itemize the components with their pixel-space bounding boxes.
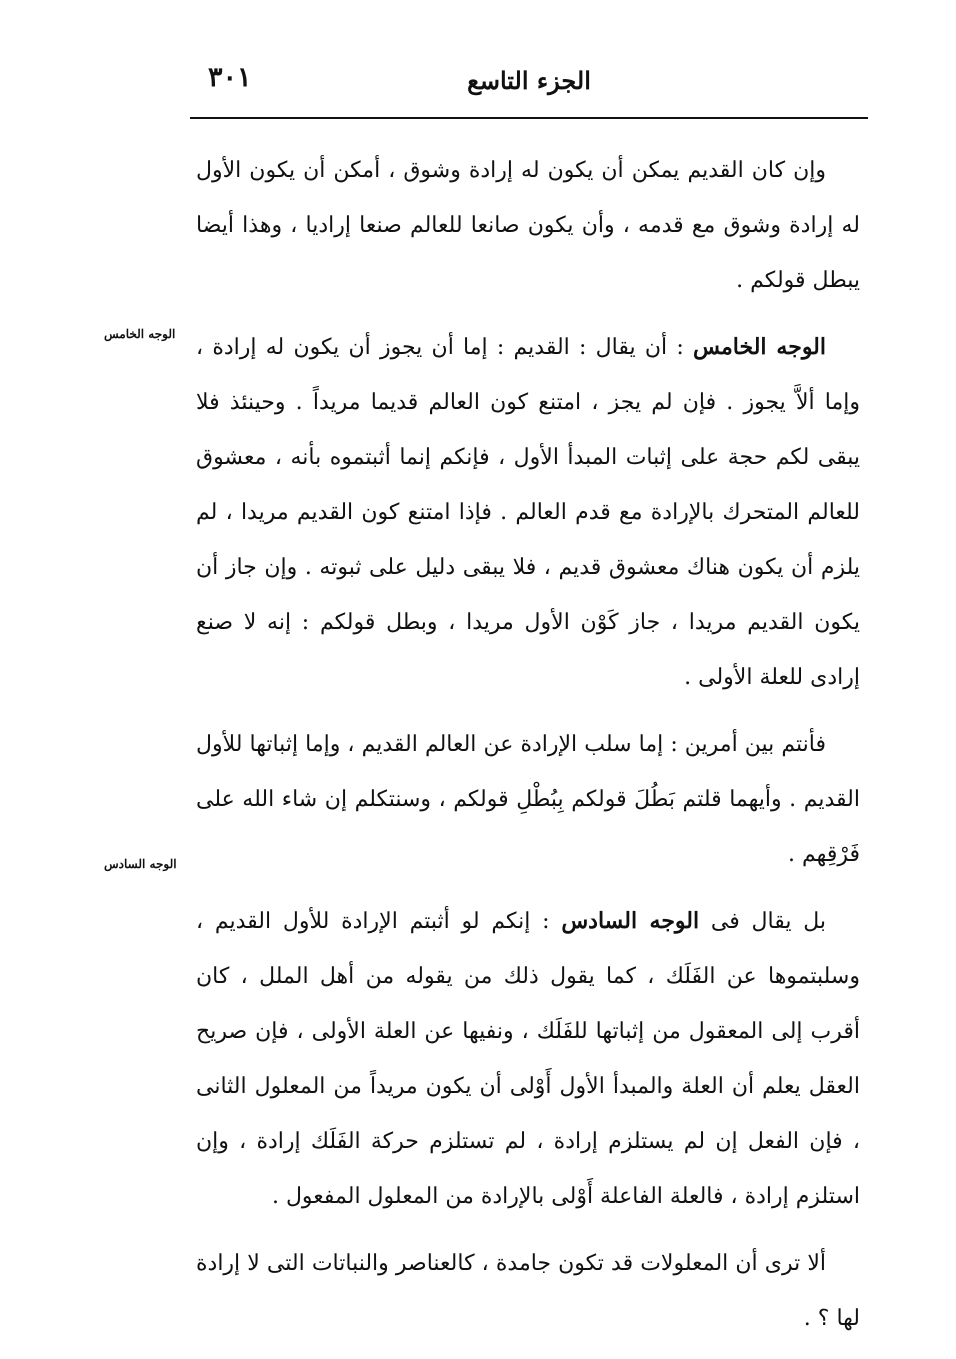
margin-note-sixth-aspect: الوجه السادس bbox=[104, 857, 177, 871]
margin-note-fifth-aspect: الوجه الخامس bbox=[104, 327, 176, 341]
paragraph-2-text: : أن يقال : القديم : إما أن يجوز أن يكون له إرادة ، وإما ألاَّ يجوز . فإن لم يجز ، امتنع كون العالم قديما مريداً . وحينئذ فلا يبقى لكم حجة على إثبات المبدأ الأول ، فإنكم إنما أثبتموه بأنه ، معشوق للعالم المتحرك بالإرادة مع قدم العالم . فإذا امتنع كون القديم مريدا ، لم يلزم أن يكون هناك معشوق قديم ، فلا يبقى دليل على ثبوته . وإن جاز أن يكون القديم مريدا ، جاز كَوْن الأول مريدا ، وبطل قولكم : إنه لا صنع إرادى للعلة الأولى . bbox=[196, 335, 860, 690]
running-title: الجزء التاسع bbox=[467, 66, 591, 95]
paragraph-3: فأنتم بين أمرين : إما سلب الإرادة عن العالم القديم ، وإما إثباتها للأول القديم . وأيهما قلتم بَطُلَ قولكم بِبُطْلِ قولكم ، وسنتكلم إن شاء الله على فَرْقِهم . bbox=[196, 732, 860, 867]
paragraph-4 bbox=[196, 894, 860, 1224]
header-rule bbox=[190, 117, 868, 119]
body-text bbox=[196, 143, 860, 1358]
paragraph-1: وإن كان القديم يمكن أن يكون له إرادة وشوق ، أمكن أن يكون الأول له إرادة وشوق مع قدمه ، وأن يكون صانعا للعالم صنعا إراديا ، وهذا أيضا يبطل قولكم . bbox=[196, 158, 860, 293]
paragraph-5: ألا ترى أن المعلولات قد تكون جامدة ، كالعناصر والنباتات التى لا إرادة لها ؟ . bbox=[196, 1251, 860, 1331]
section-heading-fifth: الوجه الخامس bbox=[692, 334, 826, 360]
page-number: ٣٠١ bbox=[208, 62, 252, 93]
section-heading-sixth: الوجه السادس bbox=[561, 908, 700, 934]
paragraph-4-text-before: بل يقال فى bbox=[699, 909, 827, 934]
paragraph-4-text-after: : إنكم لو أثبتم الإرادة للأول القديم ، وسلبتموها عن الفَلَك ، كما يقول ذلك من يقوله من أهل الملل ، كان أقرب إلى المعقول من إثباتها للفَلَك ، ونفيها عن العلة الأولى ، فإن صريح العقل يعلم أن العلة والمبدأ الأول أَوْلى أن يكون مريداً من المعلول الثانى ، فإن الفعل إن لم يستلزم إرادة ، لم تستلزم حركة الفَلَك إرادة ، وإن استلزم إرادة ، فالعلة الفاعلة أَوْلى بالإرادة من المعلول المفعول . bbox=[196, 909, 860, 1209]
paragraph-2 bbox=[196, 320, 860, 705]
page-header bbox=[190, 62, 868, 114]
